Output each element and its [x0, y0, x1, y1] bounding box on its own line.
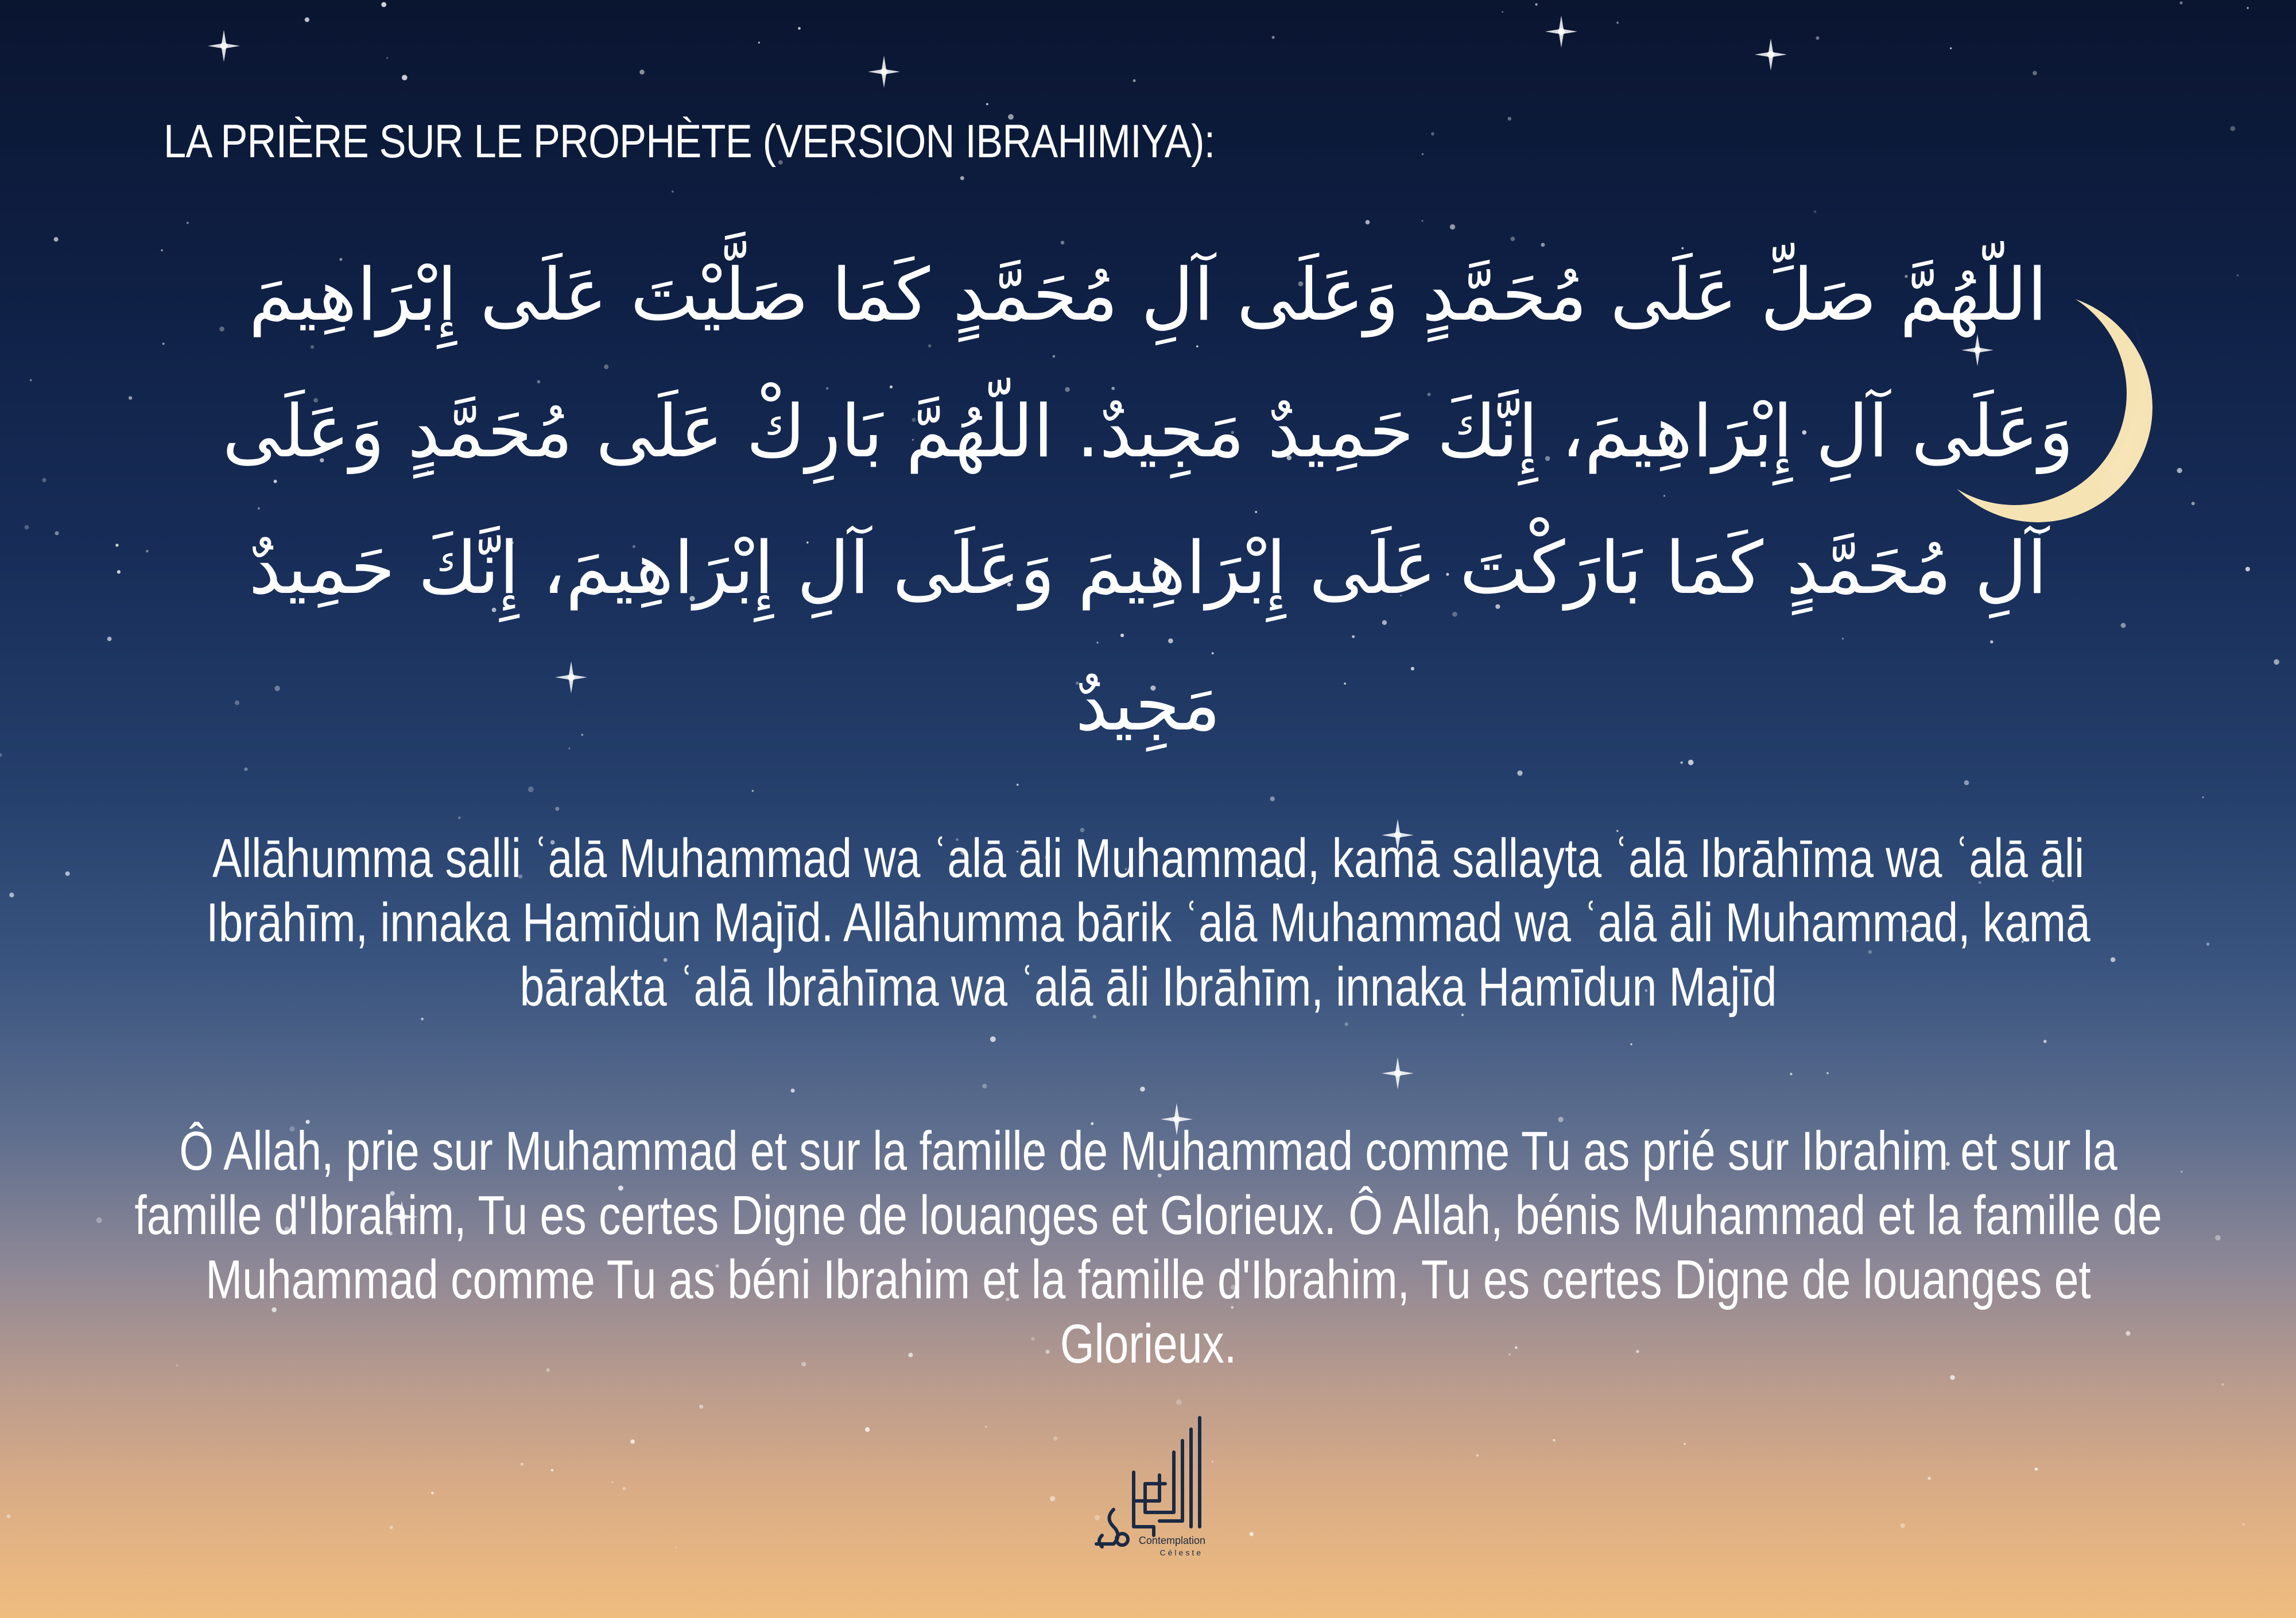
- star-dot: [623, 1487, 626, 1491]
- star-dot: [431, 1492, 434, 1495]
- star-dot: [1176, 1399, 1182, 1405]
- star-dot: [30, 379, 32, 382]
- star-dot: [2230, 126, 2235, 131]
- star-dot: [386, 57, 389, 59]
- logo-subtitle: Céleste: [1159, 1548, 1203, 1557]
- star-dot: [2121, 623, 2126, 628]
- star-dot: [1826, 1072, 1829, 1074]
- star-dot: [1901, 1523, 1905, 1528]
- star-dot: [752, 790, 754, 792]
- star-dot: [2181, 1171, 2183, 1173]
- star-dot: [55, 531, 59, 536]
- star-dot: [1422, 153, 1424, 156]
- star-dot: [986, 103, 988, 106]
- star-dot: [1553, 1439, 1555, 1441]
- star-dot: [187, 222, 189, 224]
- star-dot: [1950, 48, 1952, 49]
- star-dot: [521, 1462, 523, 1465]
- star-dot: [115, 544, 118, 546]
- french-translation-text: [132, 1119, 2164, 1376]
- star-dot: [2206, 942, 2209, 945]
- star-dot: [1476, 1454, 1479, 1457]
- star-dot: [161, 249, 163, 251]
- sparkle-star-icon: [868, 56, 900, 88]
- star-dot: [25, 525, 29, 530]
- star-dot: [1272, 36, 1275, 39]
- arabic-prayer-text: اللّهُمَّ صَلِّ عَلَى مُحَمَّدٍ وَعَلَى آلِ مُحَمَّدٍ كَمَا صَلَّيْتَ عَلَى إِبْرَاهِيمَ وَعَلَى آلِ إِبْرَاهِيمَ، إِنَّكَ حَمِيدٌ مَجِيدٌ. اللّهُمَّ بَارِكْ عَلَى مُحَمَّدٍ وَعَلَى آلِ مُحَمَّدٍ كَمَا بَارَكْتَ عَلَى إِبْرَاهِيمَ وَعَلَى آلِ إِبْرَاهِيمَ، إِنَّكَ حَمِيدٌ مَجِيدٌ: [222, 253, 2074, 747]
- star-dot: [1421, 220, 1423, 222]
- star-dot: [555, 807, 559, 811]
- sparkle-star-icon: [1382, 1057, 1414, 1089]
- page-title: LA PRIÈRE SUR LE PROPHÈTE (VERSION IBRAHIMIYA):: [164, 115, 1215, 168]
- star-dot: [390, 1526, 393, 1529]
- star-dot: [639, 69, 644, 74]
- star-dot: [6, 1514, 10, 1518]
- star-dot: [758, 42, 760, 44]
- star-dot: [1814, 211, 1816, 213]
- star-dot: [402, 75, 408, 80]
- star-dot: [611, 1481, 613, 1483]
- star-dot: [1250, 1532, 1254, 1536]
- star-dot: [458, 816, 461, 819]
- star-dot: [990, 1037, 996, 1042]
- star-dot: [791, 1089, 795, 1093]
- star-dot: [1684, 1443, 1685, 1445]
- star-dot: [2237, 274, 2239, 277]
- star-dot: [2192, 502, 2195, 505]
- star-dot: [865, 1427, 870, 1432]
- star-dot: [1133, 79, 1136, 82]
- star-dot: [2247, 7, 2249, 9]
- star-dot: [2043, 1040, 2047, 1043]
- star-dot: [1050, 1496, 1055, 1501]
- star-dot: [2215, 1235, 2221, 1241]
- star-dot: [1535, 3, 1537, 6]
- star-dot: [2242, 1523, 2245, 1526]
- star-dot: [162, 343, 165, 345]
- star-dot: [65, 871, 70, 876]
- star-dot: [1927, 1477, 1931, 1480]
- calligraphy-logo-icon: [1096, 1418, 1200, 1547]
- star-dot: [630, 1439, 634, 1444]
- star-dot: [0, 753, 2, 756]
- star-dot: [42, 478, 46, 482]
- sparkle-star-icon: [1545, 15, 1577, 48]
- star-dot: [1053, 1436, 1058, 1441]
- star-dot: [2202, 796, 2204, 798]
- logo-name: Contemplation: [1138, 1535, 1205, 1546]
- sparkle-star-icon: [208, 30, 240, 62]
- star-dot: [1790, 1073, 1792, 1075]
- star-dot: [9, 893, 14, 897]
- star-dot: [675, 1547, 677, 1549]
- star-dot: [305, 17, 309, 22]
- star-dot: [551, 1469, 554, 1472]
- star-dot: [2245, 567, 2250, 572]
- star-dot: [699, 1404, 703, 1409]
- star-dot: [672, 191, 674, 193]
- star-dot: [798, 27, 801, 30]
- transliteration-text: [132, 827, 2164, 1019]
- star-dot: [2035, 1468, 2038, 1471]
- star-dot: [1270, 797, 1275, 801]
- star-dot: [107, 637, 112, 641]
- star-dot: [117, 570, 121, 573]
- star-dot: [2033, 71, 2037, 76]
- translation-body: Ô Allah, prie sur Muhammad et sur la famille de Muhammad comme Tu as prié sur Ibrahim et sur la famille d'Ibrahim, Tu es certes Digne de louanges et Glorieux. Ô Allah, bénis Muhammad et la famille de Muhammad comme Tu as béni Ibrahim et la famille d'Ibrahim, Tu es certes Digne de louanges et Glorieux.: [134, 1120, 2162, 1375]
- star-dot: [1140, 1087, 1145, 1092]
- star-dot: [1502, 11, 1503, 13]
- star-dot: [1345, 1022, 1348, 1026]
- star-dot: [1816, 36, 1819, 40]
- sparkle-star-icon: [1755, 38, 1787, 71]
- star-dot: [2221, 1383, 2224, 1386]
- star-dot: [1616, 22, 1619, 24]
- transliteration-body: Allāhumma salli ʿalā Muhammad wa ʿalā āli Muhammad, kamā sallayta ʿalā Ibrāhīma wa ʿalā āli Ibrāhīm, innaka Hamīdun Majīd. Allāhumma bārik ʿalā Muhammad wa ʿalā āli Muhammad, kamā bārakta ʿalā Ibrāhīma wa ʿalā āli Ibrāhīm, innaka Hamīdun Majīd: [205, 828, 2091, 1018]
- star-dot: [1630, 1043, 1632, 1045]
- star-dot: [1964, 780, 1969, 785]
- star-dot: [381, 2, 386, 7]
- star-dot: [960, 176, 964, 180]
- star-dot: [2274, 659, 2279, 665]
- star-dot: [1366, 220, 1370, 224]
- star-dot: [96, 1217, 102, 1223]
- star-dot: [1508, 117, 1511, 121]
- star-dot: [1431, 132, 1434, 135]
- star-dot: [1017, 783, 1019, 786]
- star-dot: [528, 786, 534, 792]
- star-dot: [985, 1426, 987, 1428]
- star-dot: [129, 396, 132, 399]
- star-dot: [54, 237, 59, 242]
- brand-logo: [1091, 1412, 1205, 1567]
- star-dot: [2179, 1, 2182, 4]
- star-dot: [146, 550, 149, 553]
- star-dot: [982, 1084, 987, 1088]
- star-dot: [1212, 1461, 1214, 1463]
